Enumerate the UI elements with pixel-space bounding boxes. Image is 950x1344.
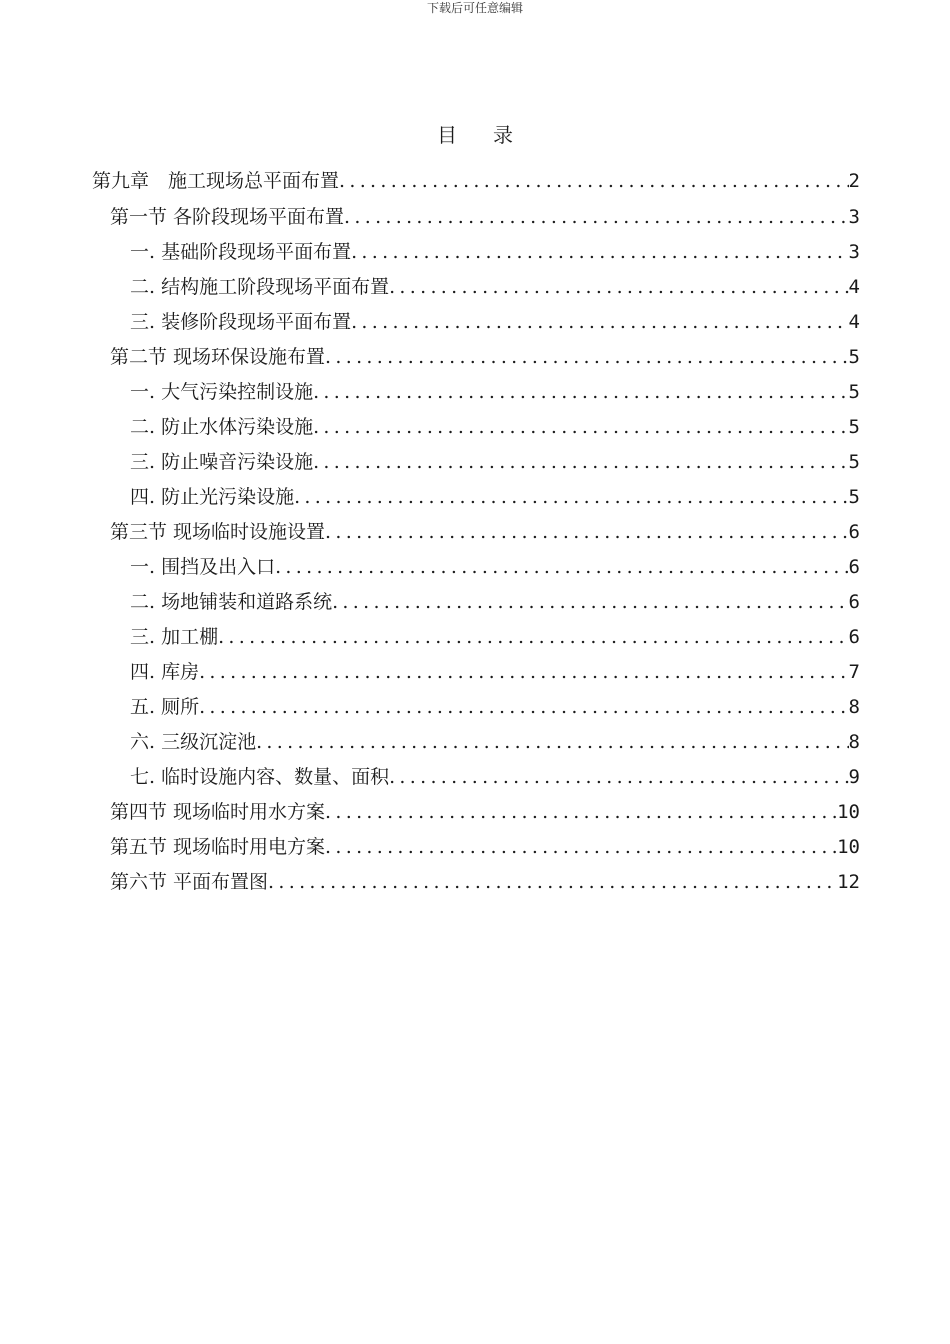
toc-subsection-entry[interactable] [92,235,860,270]
toc-page-number: 7 [848,661,860,683]
toc-leader-dots [325,515,849,550]
toc-leader-dots [218,620,848,655]
toc-entry-label: 第九章 施工现场总平面布置 [92,170,340,192]
toc-page-number: 9 [848,766,860,788]
toc-page-number: 12 [837,871,860,893]
toc-leader-dots [268,865,837,900]
toc-entry-label: 一. 围挡及出入口 [130,556,276,578]
toc-page-number: 3 [848,241,860,263]
toc-leader-dots [313,445,848,480]
toc-page-number: 5 [848,486,860,508]
toc-subsection-entry[interactable] [92,270,860,305]
toc-leader-dots [351,235,848,270]
toc-page-number: 10 [837,836,860,858]
toc-page-number: 8 [848,696,860,718]
toc-subsection-entry[interactable] [92,550,860,585]
toc-page-number: 5 [848,451,860,473]
toc-page-number: 6 [848,626,860,648]
toc-entry-label: 四. 库房 [130,661,200,683]
toc-subsection-entry[interactable] [92,375,860,410]
toc-page-number: 3 [848,206,860,228]
toc-entry-label: 第五节 现场临时用电方案 [110,836,326,858]
toc-entry-label: 三. 装修阶段现场平面布置 [130,311,352,333]
toc-entry-label: 二. 防止水体污染设施 [130,416,314,438]
toc-page-number: 5 [848,381,860,403]
toc-subsection-entry[interactable] [92,725,860,760]
toc-entry-label: 七. 临时设施内容、数量、面积 [130,766,390,788]
toc-title: 目录 [437,123,549,147]
toc-page-number: 4 [848,276,860,298]
table-of-contents [92,162,860,900]
toc-entry-label: 第二节 现场环保设施布置 [110,346,326,368]
toc-leader-dots [389,760,848,795]
toc-leader-dots [313,375,848,410]
toc-entry-label: 二. 结构施工阶段现场平面布置 [130,276,390,298]
toc-page-number: 5 [848,416,860,438]
toc-section-entry[interactable] [92,865,860,900]
toc-leader-dots [256,725,848,760]
toc-section-entry[interactable] [92,200,860,235]
toc-entry-label: 三. 防止噪音污染设施 [130,451,314,473]
toc-leader-dots [339,162,849,200]
toc-entry-label: 第三节 现场临时设施设置 [110,521,326,543]
toc-subsection-entry[interactable] [92,480,860,515]
toc-page-number: 6 [848,591,860,613]
toc-leader-dots [351,305,848,340]
toc-page-number: 5 [848,346,860,368]
toc-leader-dots [325,830,837,865]
toc-entry-label: 二. 场地铺装和道路系统 [130,591,333,613]
toc-page-number: 4 [848,311,860,333]
toc-chapter-entry[interactable] [92,162,860,200]
header-note: 下载后可任意编辑 [426,1,523,15]
toc-section-entry[interactable] [92,795,860,830]
toc-leader-dots [389,270,848,305]
toc-section-entry[interactable] [92,830,860,865]
toc-leader-dots [325,340,849,375]
toc-entry-label: 第一节 各阶段现场平面布置 [110,206,345,228]
toc-entry-label: 第四节 现场临时用水方案 [110,801,326,823]
toc-entry-label: 五. 厕所 [130,696,200,718]
toc-section-entry[interactable] [92,515,860,550]
toc-leader-dots [199,655,848,690]
toc-entry-label: 一. 大气污染控制设施 [130,381,314,403]
toc-leader-dots [325,795,837,830]
toc-subsection-entry[interactable] [92,690,860,725]
toc-leader-dots [294,480,848,515]
toc-subsection-entry[interactable] [92,585,860,620]
toc-page-number: 6 [848,521,860,543]
toc-subsection-entry[interactable] [92,305,860,340]
toc-entry-label: 六. 三级沉淀池 [130,731,257,753]
toc-page-number: 8 [848,731,860,753]
toc-subsection-entry[interactable] [92,620,860,655]
toc-page-number: 2 [848,170,860,192]
toc-page-number: 6 [848,556,860,578]
toc-subsection-entry[interactable] [92,655,860,690]
toc-leader-dots [199,690,848,725]
toc-entry-label: 第六节 平面布置图 [110,871,269,893]
toc-entry-label: 四. 防止光污染设施 [130,486,295,508]
toc-entry-label: 三. 加工棚 [130,626,219,648]
toc-subsection-entry[interactable] [92,445,860,480]
toc-leader-dots [313,410,848,445]
toc-subsection-entry[interactable] [92,410,860,445]
toc-leader-dots [332,585,848,620]
toc-leader-dots [275,550,848,585]
toc-subsection-entry[interactable] [92,760,860,795]
toc-section-entry[interactable] [92,340,860,375]
toc-entry-label: 一. 基础阶段现场平面布置 [130,241,352,263]
toc-page-number: 10 [837,801,860,823]
toc-leader-dots [344,200,849,235]
